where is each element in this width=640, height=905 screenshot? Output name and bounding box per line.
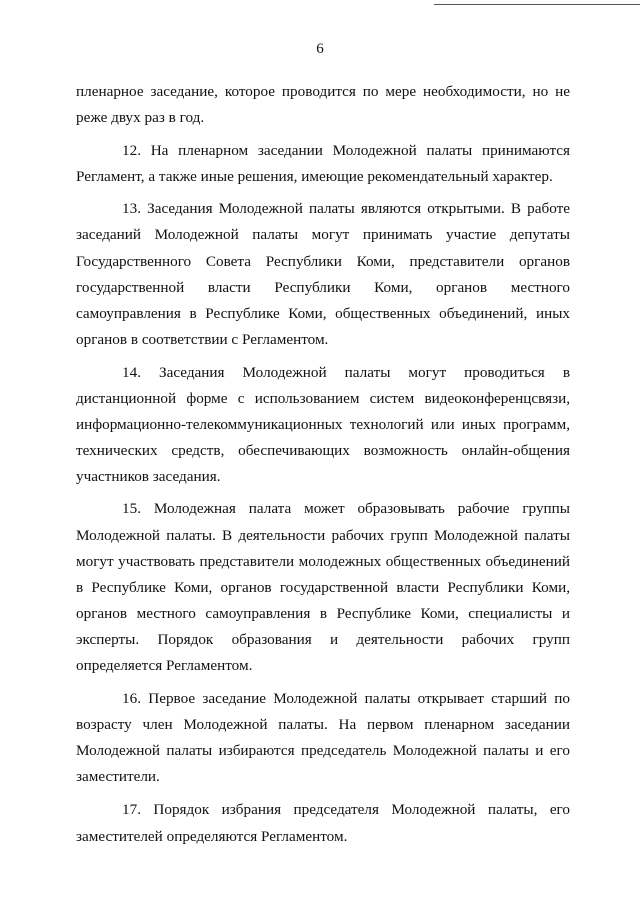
paragraph-continuation: пленарное заседание, которое проводится по мере необходимости, но не реже двух раз в год. — [76, 83, 570, 127]
paragraph-15: 15. Молодежная палата может образовывать рабочие группы Молодежной палаты. В деятельности рабочих групп Молодежной палаты могут участвовать представители молодежных общественных объединений в Республике Коми, органов государственной власти Республики Коми, органов местного самоуправления в Республике Коми, специалисты и эксперты. Порядок образования и деятельности рабочих групп определяется Регламентом. — [76, 500, 570, 674]
top-rule — [434, 4, 640, 5]
document-body — [76, 79, 570, 850]
paragraph-13: 13. Заседания Молодежной палаты являются открытыми. В работе заседаний Молодежной палаты могут принимать участие депутаты Государственного Совета Республики Коми, представители органов государственной власти Республики Коми, органов местного самоуправления в Республике Коми, общественных объединений, иных органов в соответствии с Регламентом. — [76, 200, 570, 348]
paragraph-12: 12. На пленарном заседании Молодежной палаты принимаются Регламент, а также иные решения, имеющие рекомендательный характер. — [76, 142, 570, 186]
paragraph-16: 16. Первое заседание Молодежной палаты открывает старший по возрасту член Молодежной палаты. На первом пленарном заседании Молодежной палаты избираются председатель Молодежной палаты и его заместители. — [76, 690, 570, 786]
page-number: 6 — [316, 41, 324, 57]
paragraph-14: 14. Заседания Молодежной палаты могут проводиться в дистанционной форме с использованием систем видеоконференцсвязи, информационно-телекоммуникационных технологий или иных программ, технических средств, обеспечивающих возможность онлайн-общения участников заседания. — [76, 363, 570, 486]
paragraph-17: 17. Порядок избрания председателя Молодежной палаты, его заместителей определяются Регламентом. — [76, 801, 570, 845]
